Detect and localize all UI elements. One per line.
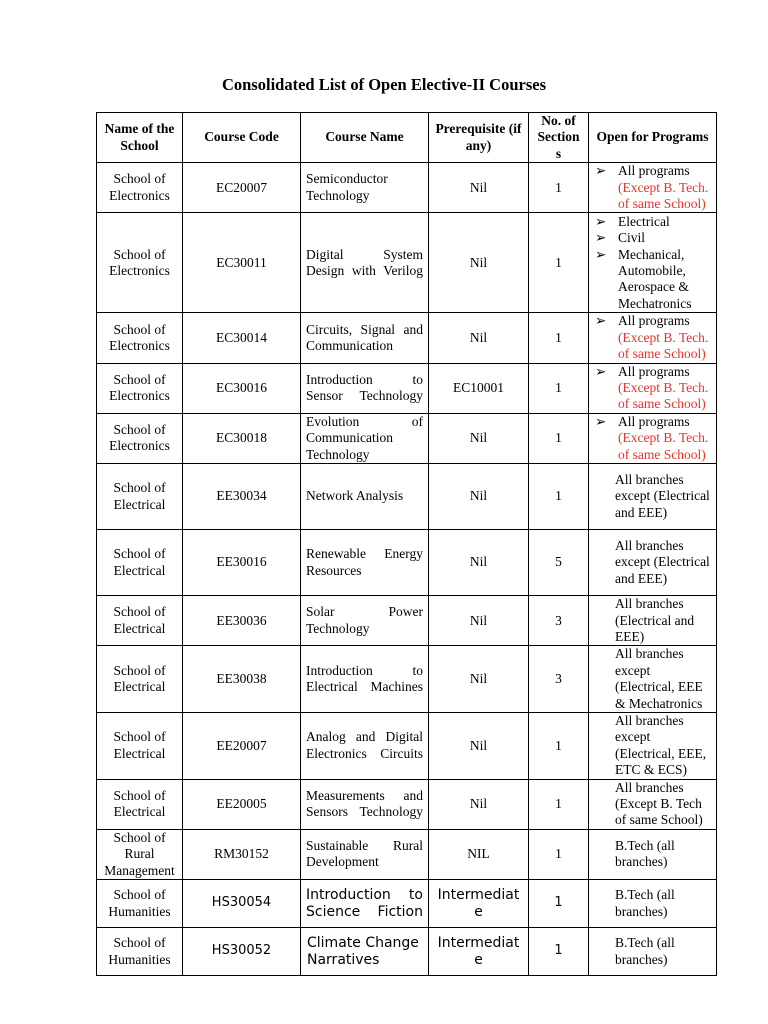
sections-cell: 1	[529, 163, 589, 213]
school-cell: School of Humanities	[97, 880, 183, 928]
courses-table	[96, 112, 717, 976]
school-cell: School of Electrical	[97, 646, 183, 713]
table-row	[97, 880, 717, 928]
bullet-arrow-icon: ➢	[595, 413, 607, 429]
school-cell: School of Electrical	[97, 464, 183, 530]
bullet-arrow-icon: ➢	[595, 163, 607, 179]
course-code-cell: EC30018	[183, 413, 301, 463]
school-cell: School of Electrical	[97, 596, 183, 646]
course-code-cell: EE30036	[183, 596, 301, 646]
open-for-cell	[589, 363, 717, 413]
table-row	[97, 596, 717, 646]
course-code-cell: HS30052	[183, 928, 301, 976]
open-for-cell: B.Tech (all branches)	[589, 829, 717, 879]
table-row	[97, 712, 717, 779]
prerequisite-cell: Nil	[429, 712, 529, 779]
school-cell: School of Electronics	[97, 213, 183, 313]
table-row	[97, 779, 717, 829]
course-code-cell: EC20007	[183, 163, 301, 213]
sections-cell: 1	[529, 779, 589, 829]
open-for-text: All programs	[618, 413, 690, 429]
open-for-list-item: Electrical	[618, 213, 670, 229]
open-for-cell: All branches (Except B. Tech of same School)	[589, 779, 717, 829]
header-course-name: Course Name	[301, 113, 429, 163]
open-for-cell: All branches except (Electrical and EEE)	[589, 464, 717, 530]
course-name-cell: Renewable Energy Resources	[301, 530, 429, 596]
sections-cell: 3	[529, 596, 589, 646]
prerequisite-cell: Nil	[429, 779, 529, 829]
prerequisite-cell: Nil	[429, 313, 529, 363]
sections-cell: 1	[529, 712, 589, 779]
sections-cell: 1	[529, 213, 589, 313]
school-cell: School of Electrical	[97, 779, 183, 829]
open-for-cell	[589, 313, 717, 363]
exception-note: (Except B. Tech. of same School)	[618, 179, 709, 212]
course-name-cell: Circuits, Signal and Communication	[301, 313, 429, 363]
open-for-cell	[589, 413, 717, 463]
prerequisite-cell: Intermediat e	[429, 928, 529, 976]
course-code-cell: HS30054	[183, 880, 301, 928]
course-code-cell: EE30016	[183, 530, 301, 596]
course-code-cell: EE20005	[183, 779, 301, 829]
open-for-cell	[589, 163, 717, 213]
course-name-cell: Evolution of Communication Technology	[301, 413, 429, 463]
table-row	[97, 413, 717, 463]
course-name-cell: Introduction to Science Fiction	[301, 880, 429, 928]
bullet-arrow-icon: ➢	[595, 313, 607, 329]
table-row	[97, 163, 717, 213]
open-for-cell: B.Tech (all branches)	[589, 928, 717, 976]
table-row	[97, 313, 717, 363]
course-code-cell: EE20007	[183, 712, 301, 779]
table-row	[97, 646, 717, 713]
prerequisite-cell: Nil	[429, 213, 529, 313]
sections-cell: 5	[529, 530, 589, 596]
course-code-cell: EC30014	[183, 313, 301, 363]
open-for-text: All programs	[618, 313, 690, 329]
open-for-cell	[589, 213, 717, 313]
header-open-for-programs: Open for Programs	[589, 113, 717, 163]
course-name-cell: Semiconductor Technology	[301, 163, 429, 213]
sections-cell: 1	[529, 880, 589, 928]
school-cell: School of Electronics	[97, 313, 183, 363]
school-cell: School of Electronics	[97, 163, 183, 213]
header-course-code: Course Code	[183, 113, 301, 163]
table-row	[97, 464, 717, 530]
exception-note: (Except B. Tech. of same School)	[618, 380, 709, 412]
sections-cell: 1	[529, 464, 589, 530]
document-title: Consolidated List of Open Elective-II Courses	[221, 75, 547, 94]
prerequisite-cell: EC10001	[429, 363, 529, 413]
bullet-arrow-icon: ➢	[595, 213, 607, 229]
table-header-row	[97, 113, 717, 163]
sections-cell: 1	[529, 313, 589, 363]
header-sections: No. of Section s	[529, 113, 589, 163]
course-name-cell: Introduction to Sensor Technology	[301, 363, 429, 413]
school-cell: School of Electronics	[97, 363, 183, 413]
open-for-cell: All branches except (Electrical and EEE)	[589, 530, 717, 596]
course-code-cell: RM30152	[183, 829, 301, 879]
course-name-cell: Network Analysis	[301, 464, 429, 530]
prerequisite-cell: Nil	[429, 646, 529, 713]
header-prerequisite: Prerequisite (if any)	[429, 113, 529, 163]
school-cell: School of Electronics	[97, 413, 183, 463]
table-row	[97, 363, 717, 413]
exception-note: (Except B. Tech. of same School)	[618, 329, 709, 362]
course-name-cell: Analog and Digital Electronics Circuits	[301, 712, 429, 779]
sections-cell: 3	[529, 646, 589, 713]
sections-cell: 1	[529, 413, 589, 463]
open-for-cell: All branches except (Electrical, EEE, ETC & ECS)	[589, 712, 717, 779]
course-name-cell: Introduction to Electrical Machines	[301, 646, 429, 713]
sections-cell: 1	[529, 363, 589, 413]
school-cell: School of Electrical	[97, 530, 183, 596]
prerequisite-cell: NIL	[429, 829, 529, 879]
course-name-cell: Climate Change Narratives	[301, 928, 429, 976]
exception-note: (Except B. Tech. of same School)	[618, 430, 709, 462]
open-for-list-item: Civil	[618, 230, 646, 246]
open-for-cell: All branches except (Electrical, EEE & Mechatronics	[589, 646, 717, 713]
table-row	[97, 213, 717, 313]
table-row	[97, 530, 717, 596]
bullet-arrow-icon: ➢	[595, 246, 607, 262]
header-school: Name of the School	[97, 113, 183, 163]
table-row	[97, 829, 717, 879]
open-for-text: All programs	[618, 363, 690, 379]
prerequisite-cell: Nil	[429, 163, 529, 213]
table-row	[97, 928, 717, 976]
prerequisite-cell: Nil	[429, 413, 529, 463]
open-for-text: All programs	[618, 163, 690, 179]
course-name-cell: Digital System Design with Verilog	[301, 213, 429, 313]
bullet-arrow-icon: ➢	[595, 363, 607, 379]
sections-cell: 1	[529, 829, 589, 879]
bullet-arrow-icon: ➢	[595, 230, 607, 246]
course-name-cell: Sustainable Rural Development	[301, 829, 429, 879]
prerequisite-cell: Nil	[429, 530, 529, 596]
open-for-cell: All branches (Electrical and EEE)	[589, 596, 717, 646]
prerequisite-cell: Nil	[429, 464, 529, 530]
prerequisite-cell: Intermediat e	[429, 880, 529, 928]
course-code-cell: EE30038	[183, 646, 301, 713]
school-cell: School of Rural Management	[97, 829, 183, 879]
open-for-list-item: Mechanical, Automobile, Aerospace & Mechatronics	[618, 246, 692, 311]
course-code-cell: EC30011	[183, 213, 301, 313]
open-for-cell: B.Tech (all branches)	[589, 880, 717, 928]
course-name-cell: Solar Power Technology	[301, 596, 429, 646]
school-cell: School of Electrical	[97, 712, 183, 779]
course-code-cell: EC30016	[183, 363, 301, 413]
course-code-cell: EE30034	[183, 464, 301, 530]
prerequisite-cell: Nil	[429, 596, 529, 646]
sections-cell: 1	[529, 928, 589, 976]
course-name-cell: Measurements and Sensors Technology	[301, 779, 429, 829]
school-cell: School of Humanities	[97, 928, 183, 976]
